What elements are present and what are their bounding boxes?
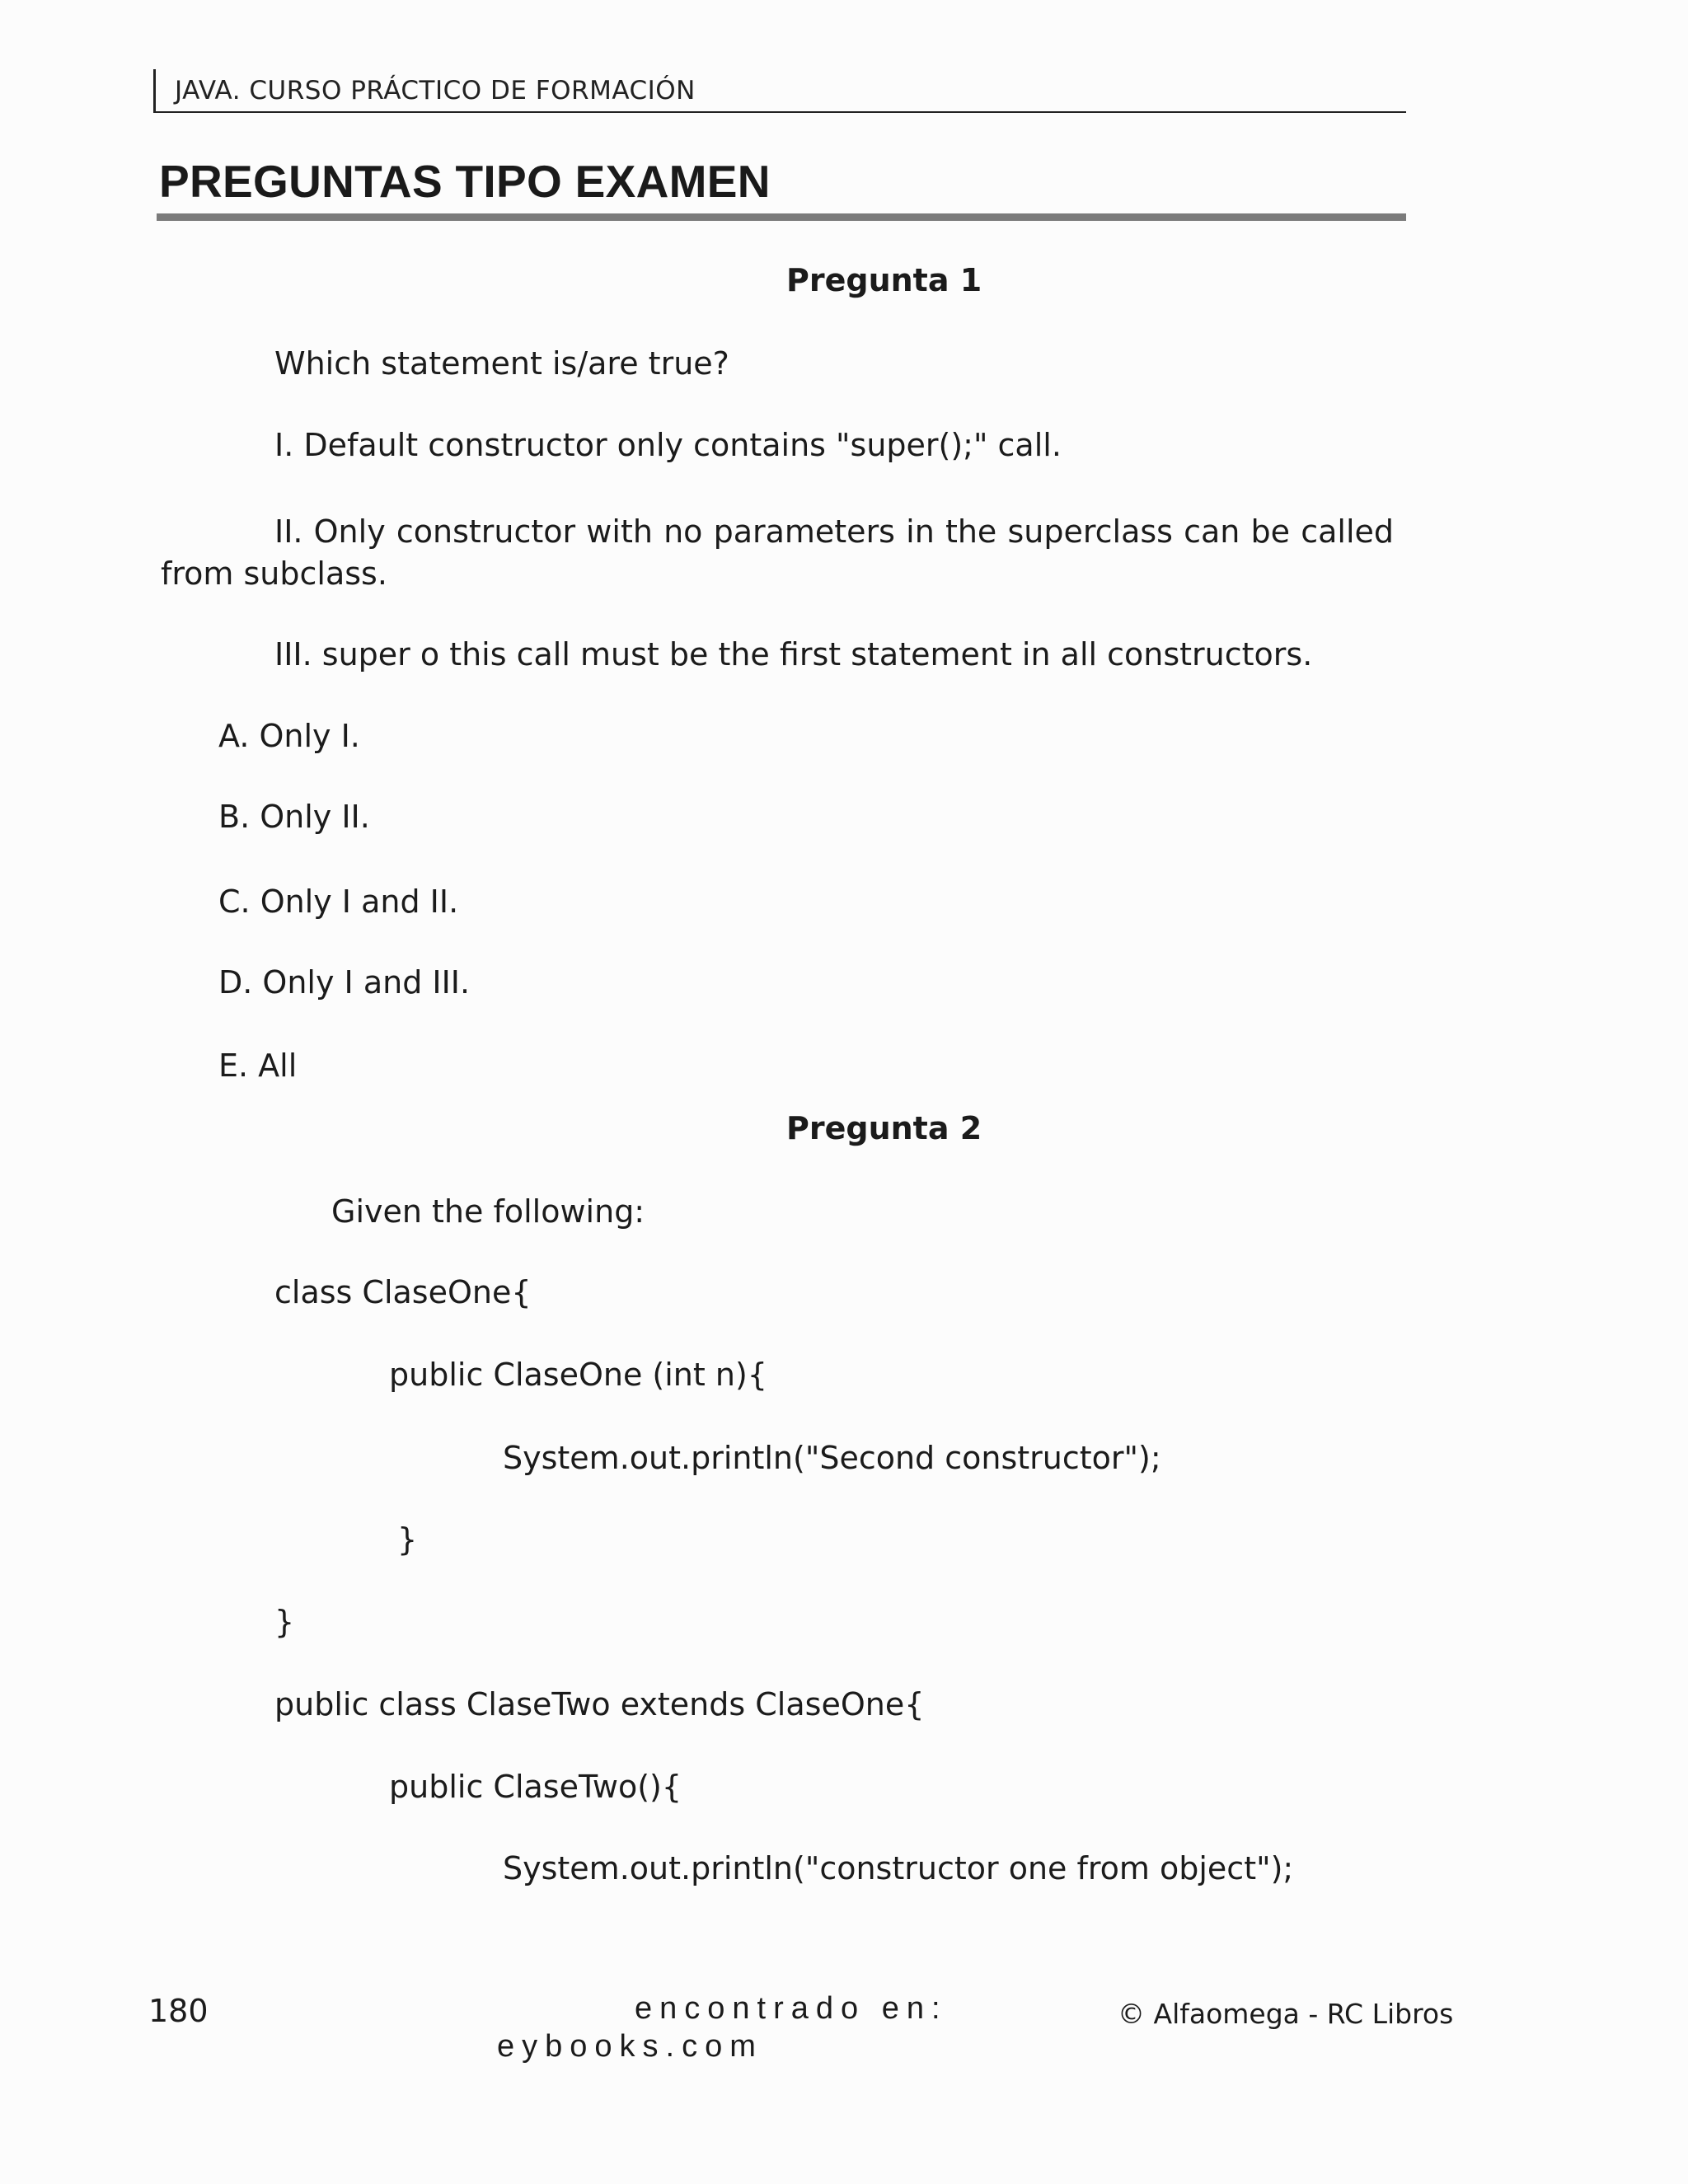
option-a: A. Only I.	[218, 718, 360, 754]
question-2-prompt: Given the following:	[331, 1193, 645, 1230]
question-2-heading: Pregunta 2	[786, 1110, 982, 1146]
option-c: C. Only I and II.	[218, 883, 459, 920]
code-line: System.out.println("Second constructor");	[503, 1440, 1161, 1476]
code-line: class ClaseOne{	[274, 1274, 532, 1310]
copyright-notice: © Alfaomega - RC Libros	[1118, 1998, 1454, 2030]
question-1-prompt: Which statement is/are true?	[274, 345, 729, 382]
option-d: D. Only I and III.	[218, 964, 471, 1001]
section-title-rule	[157, 213, 1406, 221]
question-1-heading: Pregunta 1	[786, 262, 982, 298]
statement-2: II. Only constructor with no parameters in the superclass can be called from subclass.	[161, 513, 1394, 592]
option-b: B. Only II.	[218, 799, 370, 835]
code-line: System.out.println("constructor one from object");	[503, 1850, 1294, 1886]
source-site: eybooks.com	[497, 2029, 763, 2064]
statement-1: I. Default constructor only contains "super();" call.	[274, 427, 1062, 463]
option-e: E. All	[218, 1047, 298, 1084]
code-line: public ClaseTwo(){	[389, 1769, 682, 1805]
section-title: PREGUNTAS TIPO EXAMEN	[159, 156, 771, 207]
header-vertical-rule	[153, 69, 156, 112]
statement-3: III. super o this call must be the first statement in all constructors.	[274, 636, 1313, 673]
page-number: 180	[148, 1993, 209, 2029]
header-rule	[153, 111, 1406, 113]
found-in-label: encontrado en:	[635, 1991, 948, 2026]
running-title: JAVA. CURSO PRÁCTICO DE FORMACIÓN	[175, 76, 696, 105]
code-line: public class ClaseTwo extends ClaseOne{	[274, 1686, 925, 1722]
code-line: }	[397, 1521, 418, 1558]
code-line: public ClaseOne (int n){	[389, 1357, 767, 1393]
code-line: }	[274, 1604, 295, 1640]
